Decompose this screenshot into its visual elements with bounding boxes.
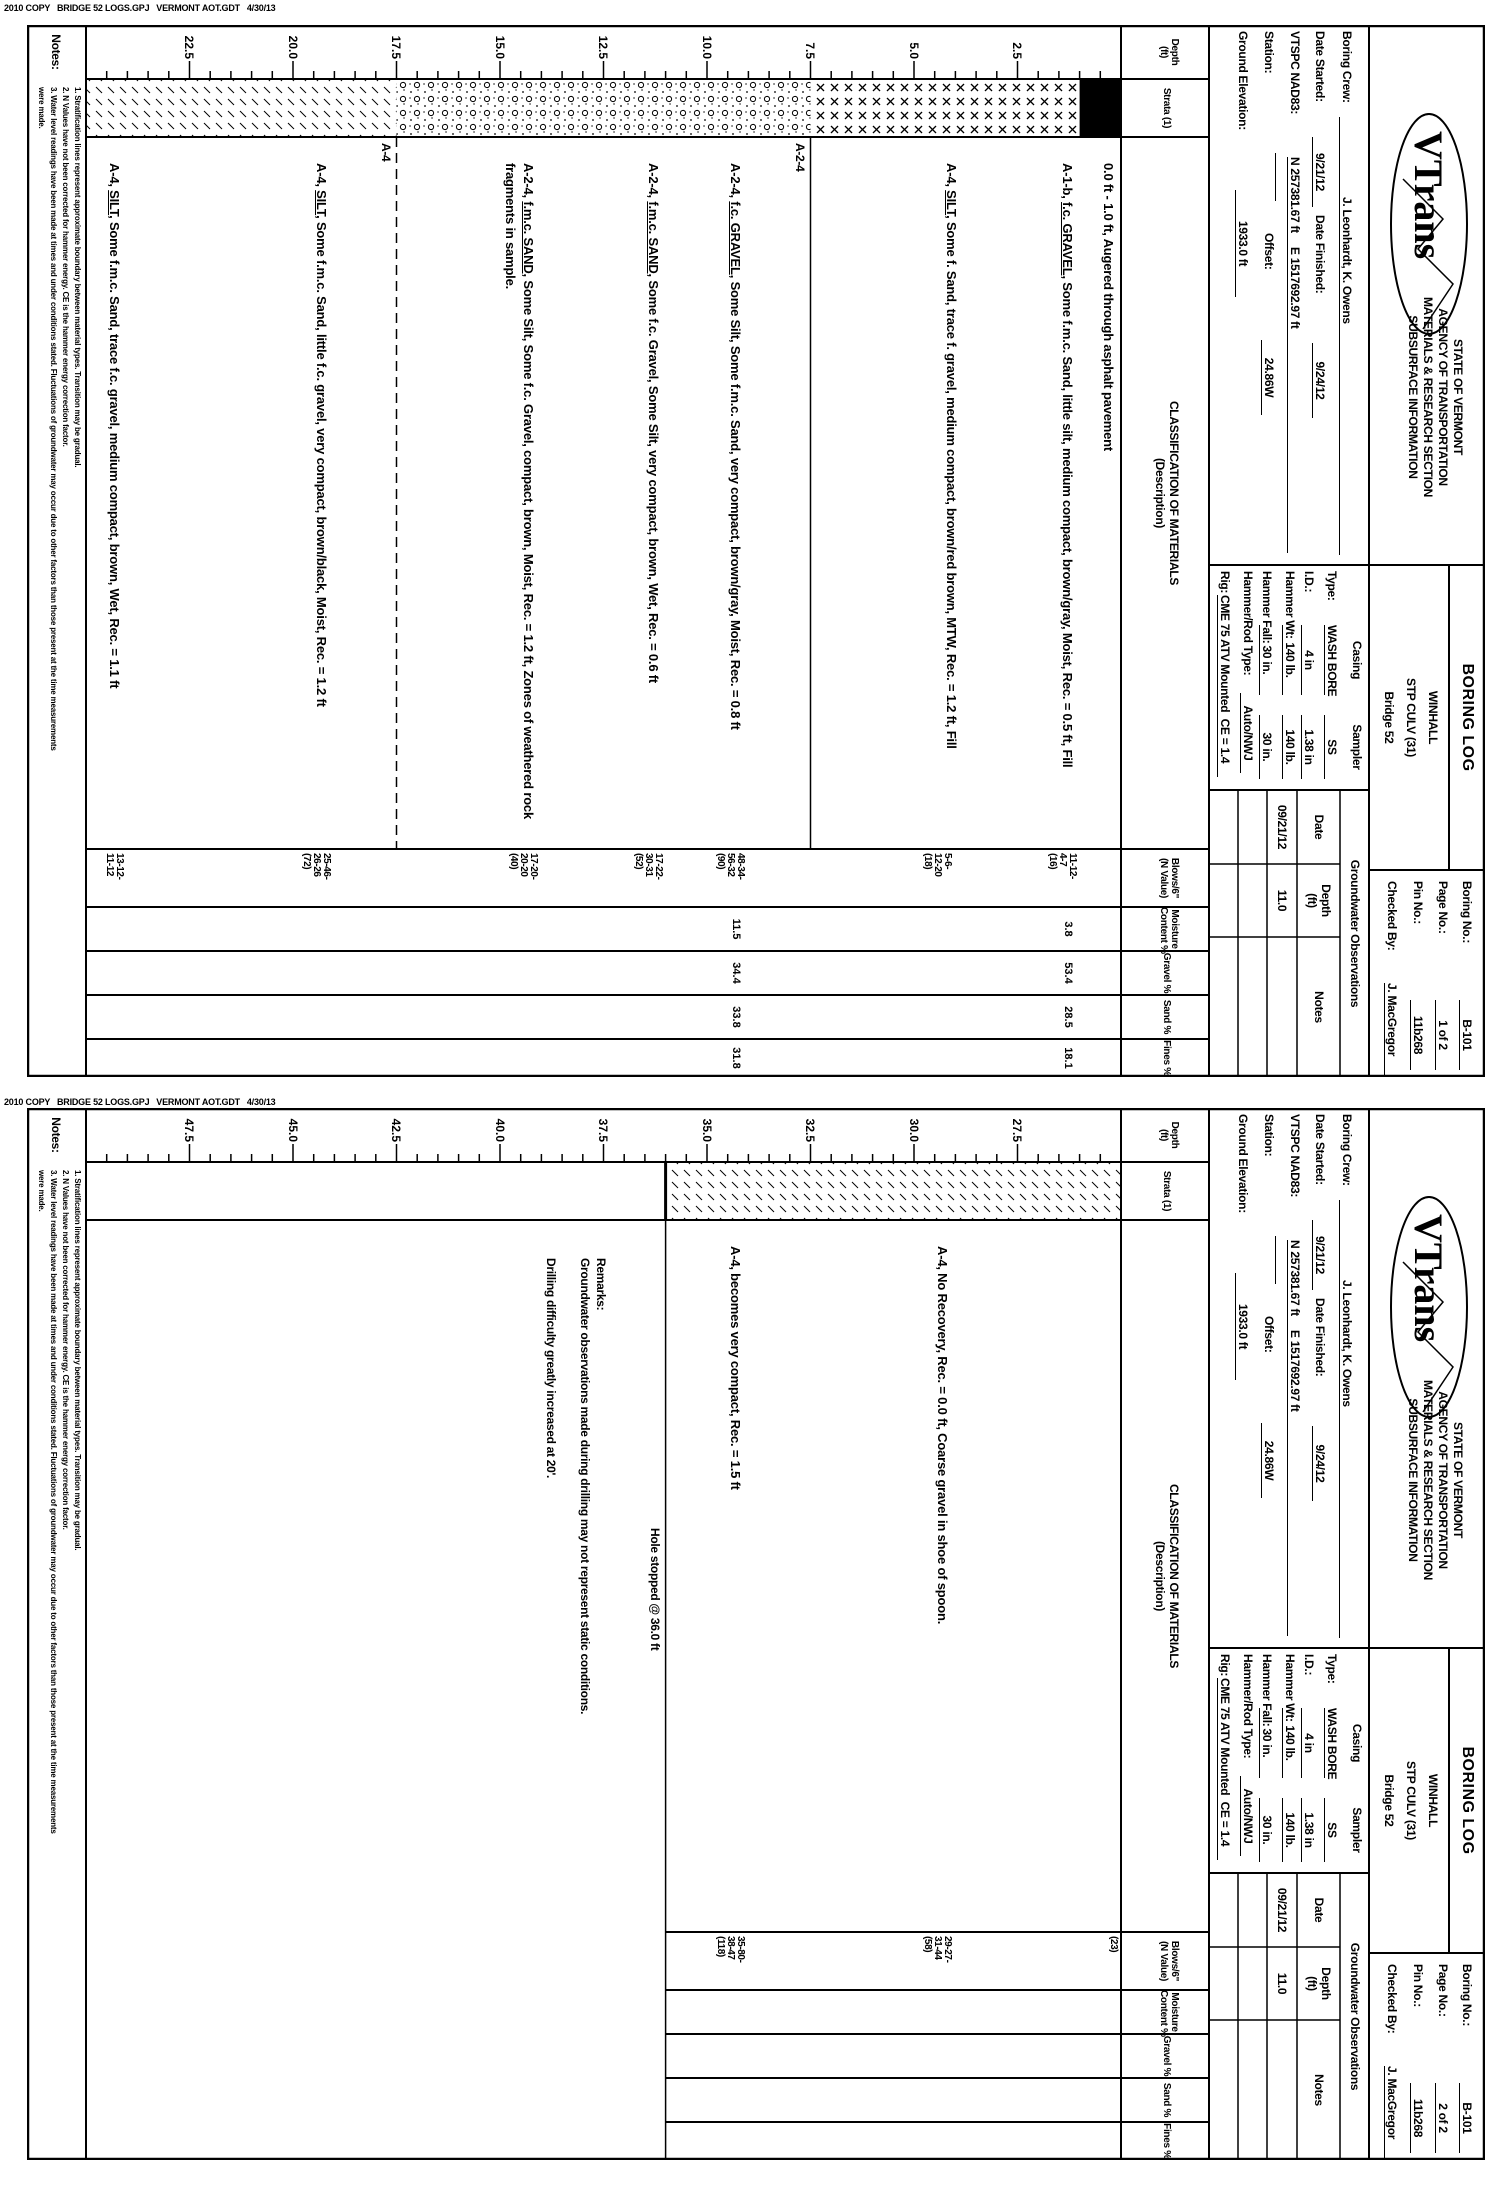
date-finished-label: Date Finished: xyxy=(1313,215,1327,294)
col-header-depth: Depth xyxy=(1169,1121,1180,1149)
type-sampler-value: SS xyxy=(1324,715,1339,779)
agency-line: SUBSURFACE INFORMATION xyxy=(1406,1398,1420,1562)
fall-label: Hammer Fall: xyxy=(1260,1654,1274,1727)
id-label: I.D.: xyxy=(1302,1654,1316,1676)
id-sampler-value: 1.38 in xyxy=(1301,1798,1316,1862)
boring-crew-value: J. Leonhardt, K. Owens xyxy=(1339,1200,1354,1638)
agency-line: SUBSURFACE INFORMATION xyxy=(1406,315,1420,479)
rig-value: CME 75 ATV Mounted xyxy=(1218,595,1232,713)
groundwater-depth-value: 11.0 xyxy=(1275,1972,1289,1995)
description-text: A-2-4, xyxy=(645,163,661,202)
material-description xyxy=(933,1246,951,1922)
description-text: , Some f.m.c. Sand, little silt, medium compact, brown/gray, Moist, Rec. = 0.5 ft, Fill xyxy=(1059,275,1075,768)
wt-label: Hammer Wt: xyxy=(1283,1654,1297,1722)
page-border xyxy=(28,26,1484,1076)
sand-percent-value: 33.8 xyxy=(730,1006,743,1028)
offset-label: Offset: xyxy=(1262,233,1276,270)
blow-count-line: 35-80- xyxy=(735,1936,747,1963)
depth-tick-label: 17.5 xyxy=(389,35,404,59)
depth-tick-label: 42.5 xyxy=(389,1118,404,1142)
depth-tick-label: 47.5 xyxy=(182,1118,197,1142)
col-header-blows: Blows/6" xyxy=(1169,857,1180,899)
col-header-n-value: (N Value) xyxy=(1158,1940,1169,1982)
project-line: STP CULV (31) xyxy=(1404,1760,1418,1840)
agency-line: AGENCY OF TRANSPORTATION xyxy=(1436,308,1450,486)
date-started-label: Date Started: xyxy=(1313,31,1327,102)
id-label: I.D.: xyxy=(1302,571,1316,593)
depth-tick-label: 45.0 xyxy=(286,1118,300,1142)
col-header-n-value: (N Value) xyxy=(1158,857,1169,899)
sand-percent-value: 28.5 xyxy=(1061,1006,1074,1028)
col-header-fines: Fines % xyxy=(1161,1040,1172,1076)
date-started-value: 9/21/12 xyxy=(1312,1220,1327,1290)
agency-line: STATE OF VERMONT xyxy=(1451,338,1465,456)
checked-by-value: J. MacGregor xyxy=(1384,983,1399,1075)
offset-label: Offset: xyxy=(1262,1316,1276,1353)
blow-counts xyxy=(715,1936,745,1990)
project-line: WINHALL xyxy=(1426,1773,1440,1828)
agency-line: STATE OF VERMONT xyxy=(1451,1421,1465,1539)
ce-value: CE = 1.4 xyxy=(1217,1788,1232,1860)
depth-tick-label: 2.5 xyxy=(1010,42,1025,59)
moisture-percent-value: 11.5 xyxy=(730,918,743,940)
checked-by-value: J. MacGregor xyxy=(1384,2066,1399,2158)
hole-stopped-note: Hole stopped @ 36.0 ft xyxy=(647,1528,662,1651)
col-header-depth: Depth xyxy=(1169,38,1180,66)
blow-count-line: 13-12- xyxy=(114,853,126,880)
blow-count-line: (23) xyxy=(1108,1936,1119,1953)
stratum-label: A-2-4 xyxy=(793,143,808,172)
ground-elevation-label: Ground Elevation: xyxy=(1236,1114,1250,1213)
note-line: 3. Water level readings have been made at times and under conditions stated. Fluctuations of groundwater may occur due to other factors than those present at the time measurements xyxy=(49,1170,58,1834)
wt-casing-value: 140 lb. xyxy=(1282,1708,1297,1778)
page-border xyxy=(28,1109,1484,2159)
gravel-percent-value: 34.4 xyxy=(730,962,743,984)
boring-no-value: B-101 xyxy=(1459,1000,1474,1070)
sampler-header: Sampler xyxy=(1350,724,1364,770)
soil-name-underlined: f.m.c. SAND xyxy=(645,201,661,274)
description-text: , Some f.m.c. Sand, trace f.c. gravel, medium compact, brown, Wet, Rec. = 1.1 ft xyxy=(107,215,123,689)
description-text: , Some Silt, Some f.m.c. Sand, very compact, brown/gray, Moist, Rec. = 0.8 ft xyxy=(728,274,744,730)
col-header-classification: CLASSIFICATION OF MATERIALS xyxy=(1167,400,1181,586)
project-line: Bridge 52 xyxy=(1382,1774,1396,1827)
remarks-line: Groundwater observations made during drilling may not represent static conditions. xyxy=(577,1258,592,1715)
material-description xyxy=(726,1246,744,1922)
soil-name-underlined: SILT xyxy=(943,190,959,216)
blow-counts xyxy=(1047,853,1077,907)
type-label: Type: xyxy=(1325,571,1339,601)
station-value xyxy=(1275,153,1276,201)
groundwater-date-value: 09/21/12 xyxy=(1275,1887,1289,1933)
groundwater-col-depth-unit: (ft) xyxy=(1305,1976,1319,1991)
depth-tick-label: 30.0 xyxy=(907,1118,921,1142)
description-text: A-4, becomes very compact, Rec. = 1.5 ft xyxy=(728,1246,744,1490)
groundwater-col-date: Date xyxy=(1312,814,1326,840)
soil-name-underlined: f.m.c. SAND xyxy=(521,201,537,274)
col-header-description: (Description) xyxy=(1153,457,1167,529)
blow-count-line: 17-20- xyxy=(528,853,540,880)
blow-count-line: 20-20 xyxy=(518,853,530,877)
checked-by-label: Checked By: xyxy=(1385,1964,1399,2034)
type-casing-value: WASH BORE xyxy=(1325,1708,1339,1780)
blow-count-line: (40) xyxy=(508,853,520,870)
fall-casing-value: 30 in. xyxy=(1259,1708,1274,1778)
description-text: , Some f. Sand, trace f. gravel, medium compact, brown/red brown, MTW, Rec. = 1.2 ft, Fill xyxy=(943,215,959,749)
material-description xyxy=(501,163,537,839)
rig-value: CME 75 ATV Mounted xyxy=(1218,1678,1232,1796)
blow-counts xyxy=(104,853,124,907)
description-text: A-4, xyxy=(943,163,959,191)
description-text: A-4, xyxy=(314,163,330,191)
blow-count-line: 26-26 xyxy=(311,853,323,877)
rig-label: Rig: xyxy=(1218,571,1232,594)
depth-tick-label: 7.5 xyxy=(803,42,818,59)
depth-tick-label: 10.0 xyxy=(700,35,714,59)
depth-tick-label: 5.0 xyxy=(907,42,921,59)
ground-elevation-label: Ground Elevation: xyxy=(1236,31,1250,130)
type-casing-value: WASH BORE xyxy=(1325,625,1339,697)
col-header-depth-unit: (ft) xyxy=(1158,1128,1169,1142)
depth-tick-label: 40.0 xyxy=(493,1118,507,1142)
fall-label: Hammer Fall: xyxy=(1260,571,1274,644)
blow-count-line: (58) xyxy=(922,1936,934,1953)
strata-gravel-fill xyxy=(397,79,811,137)
type-label: Type: xyxy=(1325,1654,1339,1684)
soil-name-underlined: f.c. GRAVEL xyxy=(1059,202,1075,276)
blow-count-line: 48-34- xyxy=(735,853,747,880)
description-text: A-4, xyxy=(107,163,123,191)
offset-value: 24.86W xyxy=(1261,340,1276,415)
blow-count-line: (52) xyxy=(632,853,644,870)
soil-name-underlined: SILT xyxy=(314,190,330,216)
boring-no-value: B-101 xyxy=(1459,2083,1474,2153)
page-no-label: Page No.: xyxy=(1436,881,1450,934)
pin-no-value: 11b268 xyxy=(1410,1000,1425,1070)
hammer-rod-type-label: Hammer/Rod Type: xyxy=(1241,1654,1255,1759)
remarks-label: Remarks: xyxy=(593,1258,608,1311)
notes-label: Notes: xyxy=(49,1117,63,1153)
id-casing-value: 4 in xyxy=(1301,625,1316,695)
blow-count-line: 5-6- xyxy=(942,853,954,870)
depth-tick-label: 27.5 xyxy=(1010,1118,1025,1142)
agency-line: MATERIALS & RESEARCH SECTION xyxy=(1421,1379,1435,1581)
boring-crew-label: Boring Crew: xyxy=(1340,1114,1354,1186)
blow-count-line: (118) xyxy=(715,1936,727,1957)
blow-count-line: 31-44 xyxy=(932,1936,944,1960)
col-header-sand: Sand % xyxy=(1161,2082,1172,2118)
boring-log-page xyxy=(27,25,1485,1077)
station-value xyxy=(1275,1236,1276,1284)
ground-elevation-value: 1933.0 ft xyxy=(1235,190,1250,297)
groundwater-title: Groundwater Observations xyxy=(1348,859,1362,1008)
project-line: STP CULV (31) xyxy=(1404,677,1418,757)
material-description xyxy=(312,163,330,839)
date-finished-value: 9/24/12 xyxy=(1312,343,1327,418)
depth-tick-label: 20.0 xyxy=(286,35,300,59)
boring-log-page xyxy=(27,1108,1485,2160)
blow-count-line: 11-12 xyxy=(104,853,116,877)
groundwater-date-value: 09/21/12 xyxy=(1275,804,1289,850)
date-finished-value: 9/24/12 xyxy=(1312,1426,1327,1501)
blow-counts xyxy=(922,1936,952,1990)
notes-list xyxy=(35,1170,83,1834)
col-header-gravel: Gravel % xyxy=(1161,952,1172,994)
note-line: 2. N Values have not been corrected for hammer energy. CE is the hammer energy correction factor. xyxy=(61,87,70,447)
blow-count-line: 4-7 xyxy=(1056,853,1068,867)
soil-name-underlined: SILT xyxy=(107,190,123,216)
description-text: , Some f.c. Gravel, Some Silt, very compact, brown, Wet, Rec. = 0.6 ft xyxy=(645,273,661,684)
strata-silt-fill xyxy=(666,1162,1121,1220)
blow-counts xyxy=(508,853,538,907)
fines-percent-value: 18.1 xyxy=(1061,1047,1074,1069)
file-header-stamp: 2010 COPY BRIDGE 52 LOGS.GPJ VERMONT AOT.GDT 4/30/13 xyxy=(4,3,276,13)
blow-counts xyxy=(715,853,745,907)
depth-tick-label: 12.5 xyxy=(596,35,611,59)
log-grid xyxy=(27,25,1485,1077)
blow-counts xyxy=(301,853,331,907)
boring-log-title: BORING LOG xyxy=(1459,1746,1476,1855)
col-header-classification: CLASSIFICATION OF MATERIALS xyxy=(1167,1483,1181,1669)
description-text: A-1-b, xyxy=(1059,163,1075,203)
blow-counts xyxy=(922,853,952,907)
casing-header: Casing xyxy=(1350,640,1364,680)
ce-value: CE = 1.4 xyxy=(1217,705,1232,777)
vtspc-nad83-label: VTSPC NAD83: xyxy=(1288,1114,1302,1198)
description-text: , Some f.m.c. Sand, little f.c. gravel, very compact, brown/black, Moist, Rec. = 1.2 ft xyxy=(314,215,330,707)
groundwater-col-depth-unit: (ft) xyxy=(1305,893,1319,908)
date-started-label: Date Started: xyxy=(1313,1114,1327,1185)
groundwater-col-depth: Depth xyxy=(1319,884,1333,917)
col-header-strata: Strata (1) xyxy=(1161,87,1172,129)
soil-name-underlined: f.c. GRAVEL xyxy=(728,201,744,275)
boring-log-title: BORING LOG xyxy=(1459,663,1476,772)
fall-sampler-value: 30 in. xyxy=(1259,715,1274,779)
groundwater-col-notes: Notes xyxy=(1312,2074,1326,2106)
moisture-percent-value: 3.8 xyxy=(1061,921,1074,937)
material-description xyxy=(1099,163,1117,839)
remarks-line: Drilling difficulty greatly increased at 20'. xyxy=(543,1258,558,1479)
wt-sampler-value: 140 lb. xyxy=(1282,1798,1297,1862)
date-started-value: 9/21/12 xyxy=(1312,137,1327,207)
blow-counts xyxy=(633,853,663,907)
blow-count-line: 38-47 xyxy=(725,1936,737,1960)
groundwater-col-date: Date xyxy=(1312,1897,1326,1923)
northing-value: N 257381.67 ft xyxy=(1287,1240,1302,1330)
blow-count-line: 11-12- xyxy=(1066,853,1078,879)
pin-no-value: 11b268 xyxy=(1410,2083,1425,2153)
offset-value: 24.86W xyxy=(1261,1423,1276,1498)
material-description xyxy=(942,163,960,839)
northing-value: N 257381.67 ft xyxy=(1287,157,1302,247)
easting-value: E 1517692.97 ft xyxy=(1287,1330,1302,1636)
depth-tick-label: 35.0 xyxy=(700,1118,714,1142)
stratum-label: A-4 xyxy=(379,143,394,162)
note-line: 3. Water level readings have been made at times and under conditions stated. Fluctuations of groundwater may occur due to other factors than those present at the time measurements xyxy=(49,87,58,751)
description-text: A-4, No Recovery, Rec. = 0.0 ft, Coarse gravel in shoe of spoon. xyxy=(935,1246,951,1625)
strata-asphalt-fill xyxy=(1080,79,1121,137)
note-line: 1. Stratification lines represent approximate boundary between material types. Transition may be gradual. xyxy=(73,87,82,468)
col-header-moisture-content: Content % xyxy=(1158,1990,1169,2037)
vtspc-nad83-label: VTSPC NAD83: xyxy=(1288,31,1302,115)
groundwater-title: Groundwater Observations xyxy=(1348,1942,1362,2091)
boring-crew-value: J. Leonhardt, K. Owens xyxy=(1339,117,1354,555)
boring-crew-label: Boring Crew: xyxy=(1340,31,1354,103)
description-text: A-2-4, xyxy=(521,163,537,202)
station-label: Station: xyxy=(1262,1114,1276,1157)
hammer-rod-type-label: Hammer/Rod Type: xyxy=(1241,571,1255,676)
blow-count-line: (16) xyxy=(1046,853,1058,870)
col-header-blows: Blows/6" xyxy=(1169,1940,1180,1982)
col-header-moisture: Moisture xyxy=(1169,1992,1180,2032)
notes-label: Notes: xyxy=(49,34,63,70)
gravel-percent-value: 53.4 xyxy=(1061,962,1074,984)
type-sampler-value: SS xyxy=(1324,1798,1339,1862)
svg-text:VTrans: VTrans xyxy=(1406,131,1451,260)
col-header-moisture-content: Content % xyxy=(1158,907,1169,954)
blow-count-line: 25-46- xyxy=(321,853,333,880)
blow-count-line: (18) xyxy=(922,853,934,870)
fines-percent-value: 31.8 xyxy=(730,1047,743,1069)
blow-count-line: (72) xyxy=(301,853,313,870)
svg-text:VTrans: VTrans xyxy=(1406,1214,1451,1343)
pin-no-label: Pin No.: xyxy=(1411,1964,1425,2007)
agency-line: MATERIALS & RESEARCH SECTION xyxy=(1421,296,1435,498)
blow-count-line: 17-22- xyxy=(652,853,664,880)
checked-by-label: Checked By: xyxy=(1385,881,1399,951)
blow-count-line: 56-32 xyxy=(725,853,737,877)
boring-no-label: Boring No.: xyxy=(1460,1964,1474,2027)
col-header-gravel: Gravel % xyxy=(1161,2035,1172,2077)
col-header-strata: Strata (1) xyxy=(1161,1170,1172,1212)
col-header-fines: Fines % xyxy=(1161,2123,1172,2159)
pin-no-label: Pin No.: xyxy=(1411,881,1425,924)
col-header-depth-unit: (ft) xyxy=(1158,45,1169,59)
material-description xyxy=(726,163,744,839)
groundwater-col-notes: Notes xyxy=(1312,991,1326,1023)
project-line: Bridge 52 xyxy=(1382,691,1396,744)
project-line: WINHALL xyxy=(1426,690,1440,745)
wt-sampler-value: 140 lb. xyxy=(1282,715,1297,779)
file-header-stamp: 2010 COPY BRIDGE 52 LOGS.GPJ VERMONT AOT.GDT 4/30/13 xyxy=(4,1097,276,1107)
blow-count-line: 30-31 xyxy=(642,853,654,877)
material-description xyxy=(644,163,662,839)
description-text: , Some Silt, Some f.c. Gravel, compact, brown, Moist, Rec. = 1.2 ft, Zones of weathered rock fragments in sample. xyxy=(503,163,537,819)
depth-tick-label: 32.5 xyxy=(803,1118,818,1142)
note-line: 2. N Values have not been corrected for hammer energy. CE is the hammer energy correction factor. xyxy=(61,1170,70,1530)
description-text: A-2-4, xyxy=(728,163,744,202)
hammer-rod-type-value: Auto/NWJ xyxy=(1240,693,1255,773)
agency-line: AGENCY OF TRANSPORTATION xyxy=(1436,1391,1450,1569)
material-description xyxy=(1058,163,1076,839)
wt-label: Hammer Wt: xyxy=(1283,571,1297,639)
sampler-header: Sampler xyxy=(1350,1807,1364,1853)
depth-tick-label: 22.5 xyxy=(182,35,197,59)
id-casing-value: 4 in xyxy=(1301,1708,1316,1778)
date-finished-label: Date Finished: xyxy=(1313,1298,1327,1377)
ground-elevation-value: 1933.0 ft xyxy=(1235,1273,1250,1380)
note-line: 1. Stratification lines represent approximate boundary between material types. Transition may be gradual. xyxy=(73,1170,82,1551)
id-sampler-value: 1.38 in xyxy=(1301,715,1316,779)
description-text: 0.0 ft - 1.0 ft, Augered through asphalt pavement xyxy=(1101,163,1116,452)
easting-value: E 1517692.97 ft xyxy=(1287,247,1302,553)
col-header-description: (Description) xyxy=(1153,1540,1167,1612)
log-grid xyxy=(27,1108,1485,2160)
col-header-moisture: Moisture xyxy=(1169,909,1180,949)
blow-count-line: 29-27- xyxy=(942,1936,954,1963)
fall-casing-value: 30 in. xyxy=(1259,625,1274,695)
depth-tick-label: 15.0 xyxy=(493,35,507,59)
boring-no-label: Boring No.: xyxy=(1460,881,1474,944)
groundwater-col-depth: Depth xyxy=(1319,1967,1333,2000)
strata-silt-fill xyxy=(86,79,397,137)
notes-list xyxy=(35,87,83,751)
blow-count-line: (90) xyxy=(715,853,727,870)
casing-header: Casing xyxy=(1350,1723,1364,1763)
station-label: Station: xyxy=(1262,31,1276,74)
blow-count-line: 12-20 xyxy=(932,853,944,877)
fall-sampler-value: 30 in. xyxy=(1259,1798,1274,1862)
hammer-rod-type-value: Auto/NWJ xyxy=(1240,1776,1255,1856)
strata-fill-fill xyxy=(811,79,1080,137)
note-line: were made. xyxy=(37,1170,46,1212)
rig-label: Rig: xyxy=(1218,1654,1232,1677)
page-no-value: 1 of 2 xyxy=(1435,1000,1450,1070)
page-no-label: Page No.: xyxy=(1436,1964,1450,2017)
material-description xyxy=(105,163,123,839)
blow-counts xyxy=(1108,1936,1118,1990)
page-no-value: 2 of 2 xyxy=(1435,2083,1450,2153)
depth-tick-label: 37.5 xyxy=(596,1118,611,1142)
note-line: were made. xyxy=(37,87,46,129)
wt-casing-value: 140 lb. xyxy=(1282,625,1297,695)
col-header-sand: Sand % xyxy=(1161,999,1172,1035)
groundwater-depth-value: 11.0 xyxy=(1275,889,1289,912)
